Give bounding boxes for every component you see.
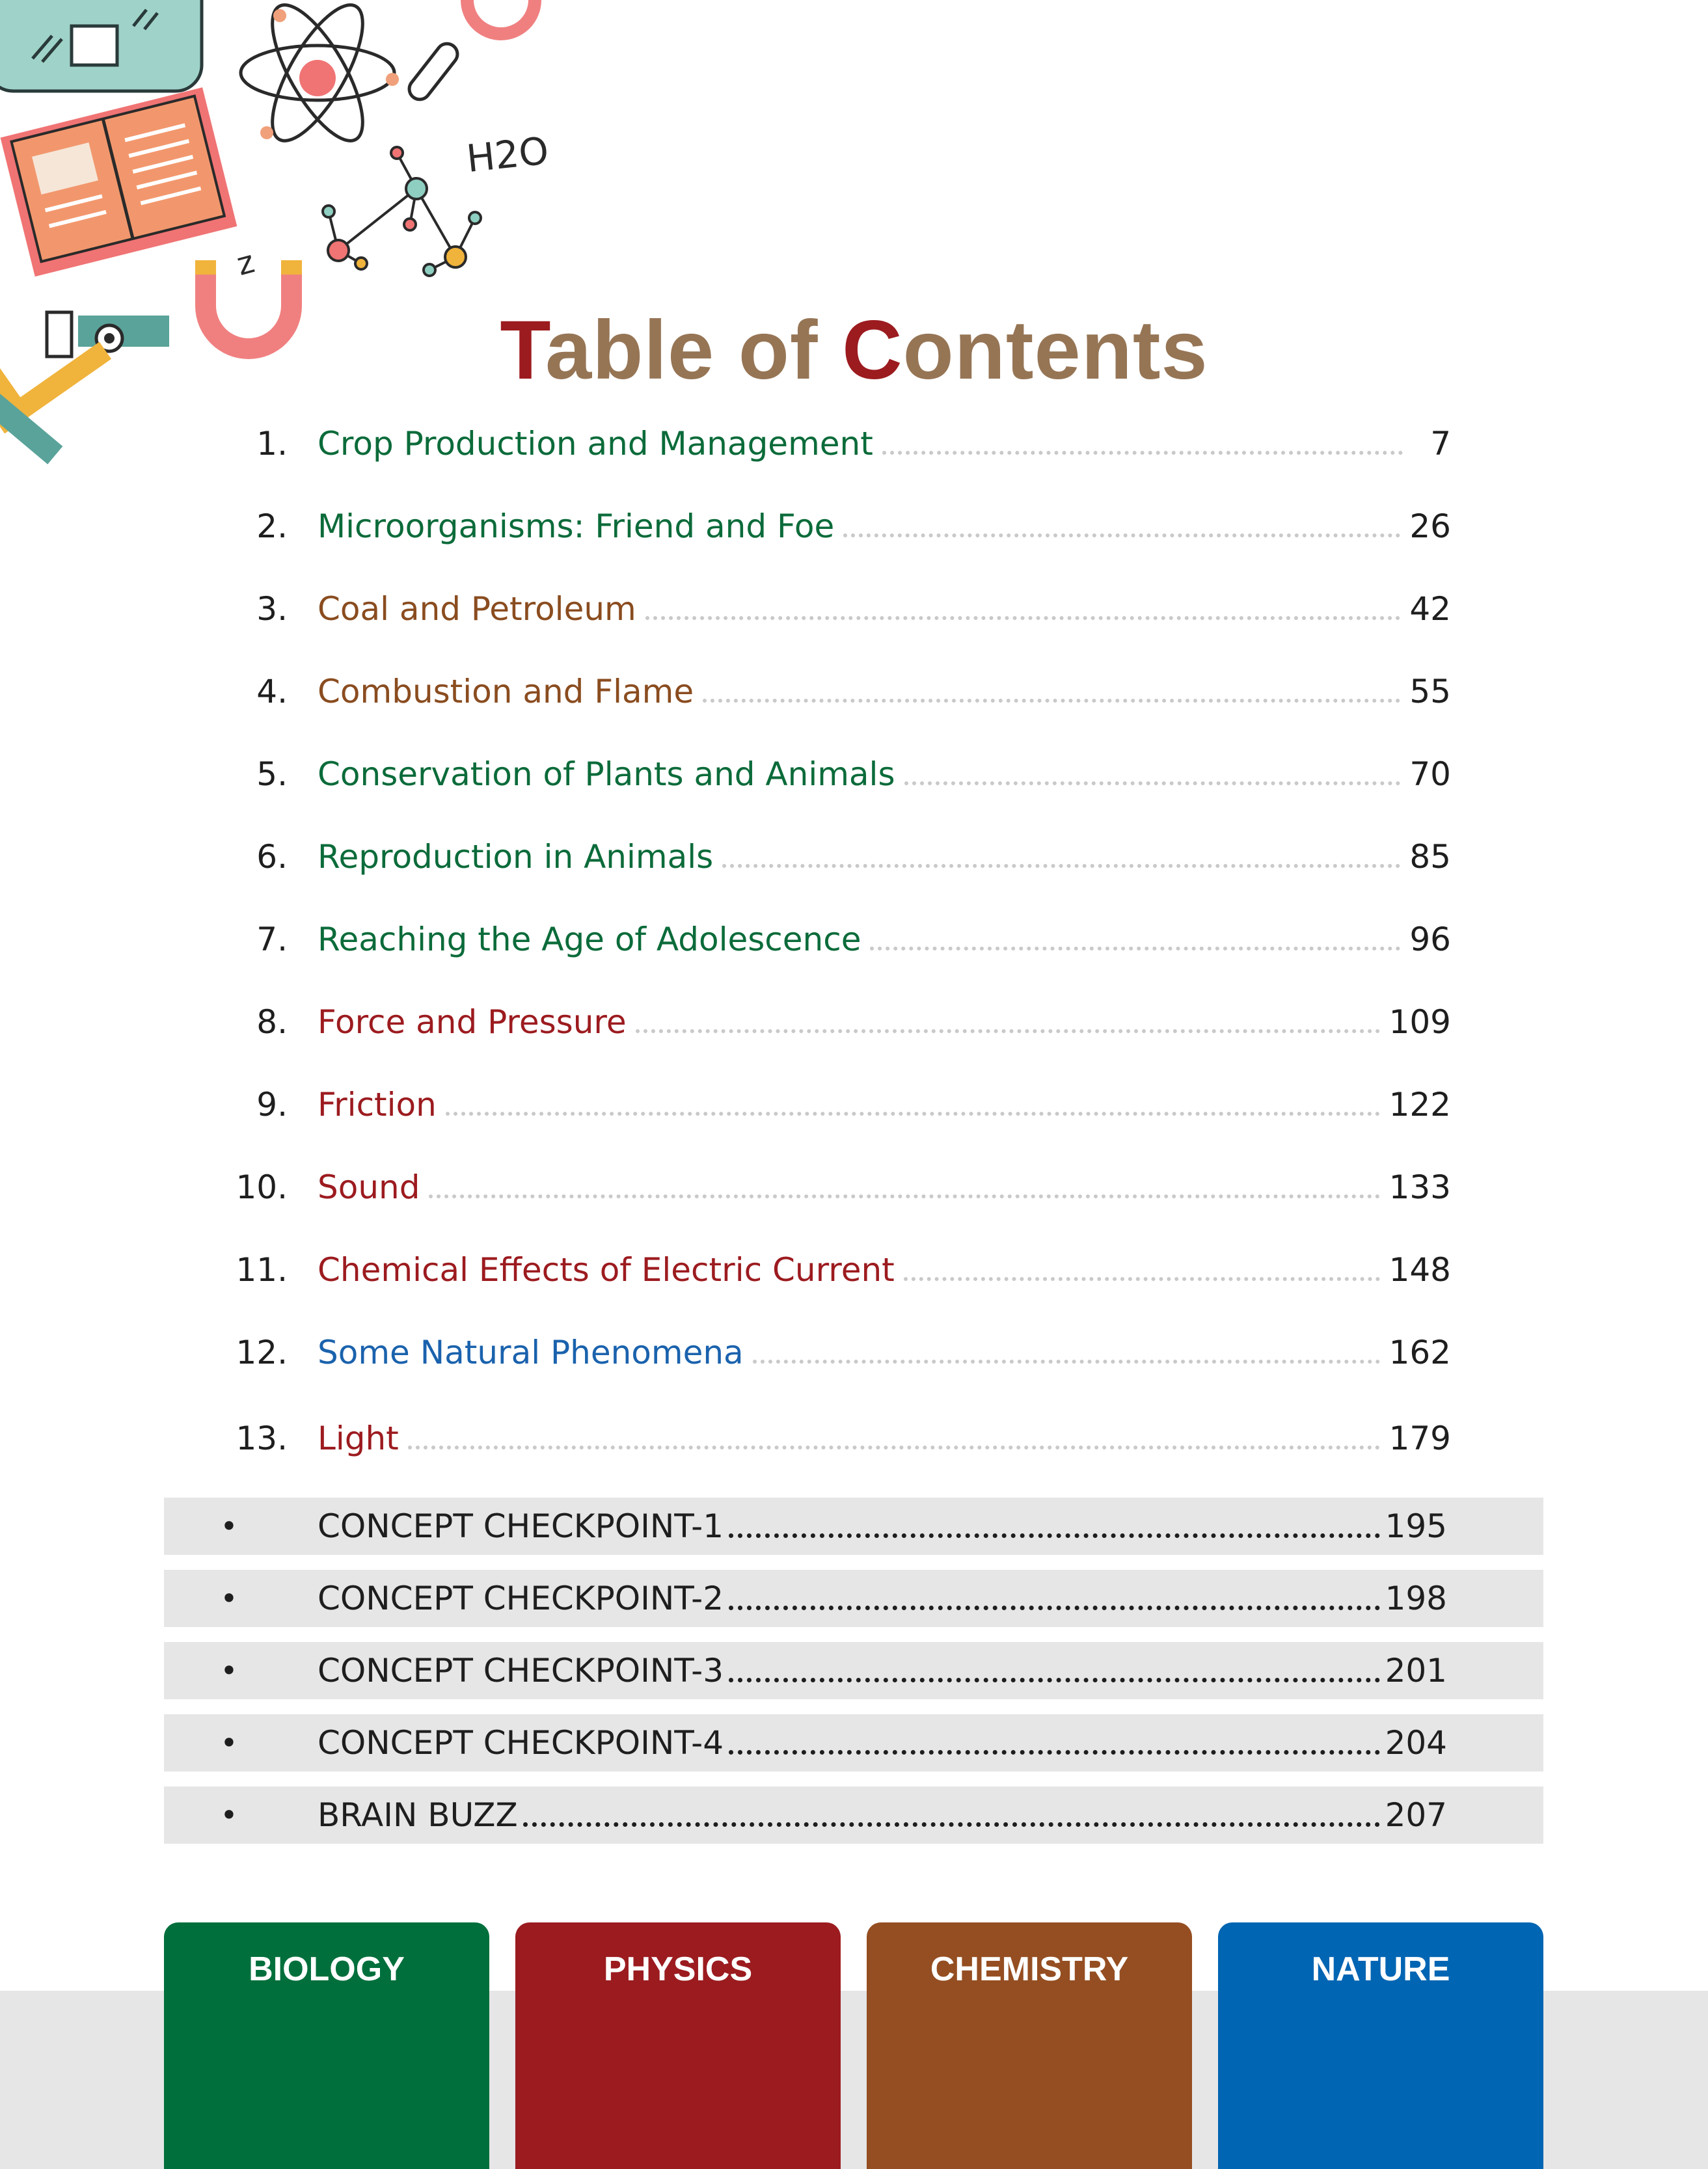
toc-entry[interactable] (221, 821, 1451, 893)
checkpoint-title: BRAIN BUZZ (318, 1796, 518, 1834)
entry-number: 1. (256, 425, 288, 463)
checkpoint-page: 195 (1385, 1507, 1447, 1545)
entry-page: 162 (1389, 1334, 1451, 1371)
entry-title: Reaching the Age of Adolescence (318, 921, 861, 958)
formula-label: H2O (464, 128, 551, 182)
entry-number: 13. (236, 1420, 288, 1457)
page-title (0, 303, 1708, 398)
atom-icon (241, 0, 399, 153)
toc-entry[interactable] (221, 1317, 1451, 1388)
bullet: • (220, 1653, 238, 1688)
title-text-b: ontents (902, 304, 1208, 397)
entry-page: 122 (1389, 1086, 1451, 1124)
dot-leader (904, 1277, 1380, 1281)
entry-number: 11. (236, 1251, 288, 1289)
bullet: • (220, 1581, 238, 1616)
toc-entry[interactable] (221, 904, 1451, 975)
toc-entry[interactable] (221, 1403, 1451, 1474)
entry-title: Some Natural Phenomena (318, 1334, 744, 1371)
entry-title: Force and Pressure (318, 1003, 627, 1041)
checkpoint-row[interactable] (164, 1786, 1543, 1844)
toc-entry[interactable] (221, 1069, 1451, 1140)
entry-page: 7 (1430, 425, 1451, 463)
entry-page: 42 (1409, 590, 1451, 628)
legend-tab-biology (164, 1922, 489, 2169)
entry-page: 96 (1409, 921, 1451, 958)
entry-title: Microorganisms: Friend and Foe (318, 507, 835, 545)
checkpoint-title: CONCEPT CHECKPOINT-2 (318, 1580, 724, 1617)
entry-number: 4. (256, 673, 288, 710)
legend-tab-nature (1218, 1922, 1543, 2169)
entry-number: 2. (256, 507, 288, 545)
entry-page: 55 (1409, 673, 1451, 710)
entry-title: Combustion and Flame (318, 673, 694, 710)
entry-number: 12. (236, 1334, 288, 1371)
bullet: • (220, 1509, 238, 1544)
checkpoint-title: CONCEPT CHECKPOINT-1 (318, 1507, 724, 1545)
legend-label: CHEMISTRY (930, 1950, 1129, 1988)
dot-leader (753, 1360, 1380, 1364)
checkpoint-row[interactable] (164, 1714, 1543, 1772)
entry-page: 85 (1409, 838, 1451, 876)
magnifier-icon (405, 0, 541, 103)
entry-number: 10. (236, 1168, 288, 1206)
dot-leader (729, 1606, 1380, 1610)
entry-title: Crop Production and Management (318, 425, 873, 463)
entry-title: Reproduction in Animals (318, 838, 714, 876)
entry-page: 179 (1389, 1420, 1451, 1457)
entry-page: 26 (1409, 507, 1451, 545)
dot-leader (722, 864, 1400, 868)
dot-leader (408, 1446, 1380, 1449)
dot-leader (882, 451, 1403, 455)
toc-entry[interactable] (221, 1234, 1451, 1306)
checkpoint-row[interactable] (164, 1642, 1543, 1699)
entry-number: 7. (256, 921, 288, 958)
entry-title: Chemical Effects of Electric Current (318, 1251, 895, 1289)
toc-entry[interactable] (221, 491, 1451, 562)
legend-tab-chemistry (867, 1922, 1192, 2169)
entry-page: 133 (1389, 1168, 1451, 1206)
dot-leader (729, 1678, 1380, 1682)
dot-leader (904, 781, 1401, 785)
entry-number: 9. (256, 1086, 288, 1124)
entry-title: Sound (318, 1168, 420, 1206)
entry-title: Friction (318, 1086, 437, 1124)
entry-page: 109 (1389, 1003, 1451, 1041)
entry-number: 6. (256, 838, 288, 876)
entry-title: Conservation of Plants and Animals (318, 755, 895, 793)
entry-page: 148 (1389, 1251, 1451, 1289)
entry-page: 70 (1409, 755, 1451, 793)
book-icon (1, 87, 237, 276)
dot-leader (870, 947, 1400, 950)
dot-leader (729, 1750, 1380, 1755)
entry-number: 3. (256, 590, 288, 628)
dot-leader (843, 533, 1400, 537)
bullet: • (220, 1798, 238, 1833)
legend-label: PHYSICS (603, 1950, 753, 1988)
checkpoint-row[interactable] (164, 1570, 1543, 1627)
toc-entry[interactable] (221, 656, 1451, 727)
checkpoint-title: CONCEPT CHECKPOINT-3 (318, 1652, 724, 1690)
title-text-a: able of (545, 304, 843, 397)
checkpoint-row[interactable] (164, 1498, 1543, 1555)
bullet: • (220, 1725, 238, 1760)
checkpoint-page: 204 (1385, 1724, 1447, 1762)
dot-leader (429, 1194, 1379, 1198)
dot-leader (645, 616, 1401, 620)
dot-leader (636, 1029, 1380, 1033)
toc-entry[interactable] (221, 986, 1451, 1058)
goggles-icon (0, 0, 202, 91)
toc-entry[interactable] (221, 408, 1451, 479)
entry-title: Light (318, 1420, 399, 1457)
entry-number: 8. (256, 1003, 288, 1041)
dot-leader (703, 699, 1400, 703)
checkpoint-page: 201 (1385, 1652, 1447, 1690)
title-initial-c: C (842, 304, 903, 397)
toc-entry[interactable] (221, 1152, 1451, 1223)
entry-title: Coal and Petroleum (318, 590, 636, 628)
z-label: z (233, 243, 258, 283)
legend-tab-physics (515, 1922, 841, 2169)
checkpoint-page: 207 (1385, 1796, 1447, 1834)
toc-entry[interactable] (221, 738, 1451, 810)
legend-label: BIOLOGY (249, 1950, 405, 1988)
title-initial-t: T (500, 304, 545, 397)
toc-entry[interactable] (221, 573, 1451, 645)
entry-number: 5. (256, 755, 288, 793)
dot-leader (729, 1533, 1380, 1538)
legend-label: NATURE (1311, 1950, 1450, 1988)
checkpoint-page: 198 (1385, 1580, 1447, 1617)
dot-leader (523, 1822, 1380, 1827)
dot-leader (446, 1112, 1380, 1116)
molecule-icon (323, 147, 481, 276)
checkpoint-title: CONCEPT CHECKPOINT-4 (318, 1724, 724, 1762)
